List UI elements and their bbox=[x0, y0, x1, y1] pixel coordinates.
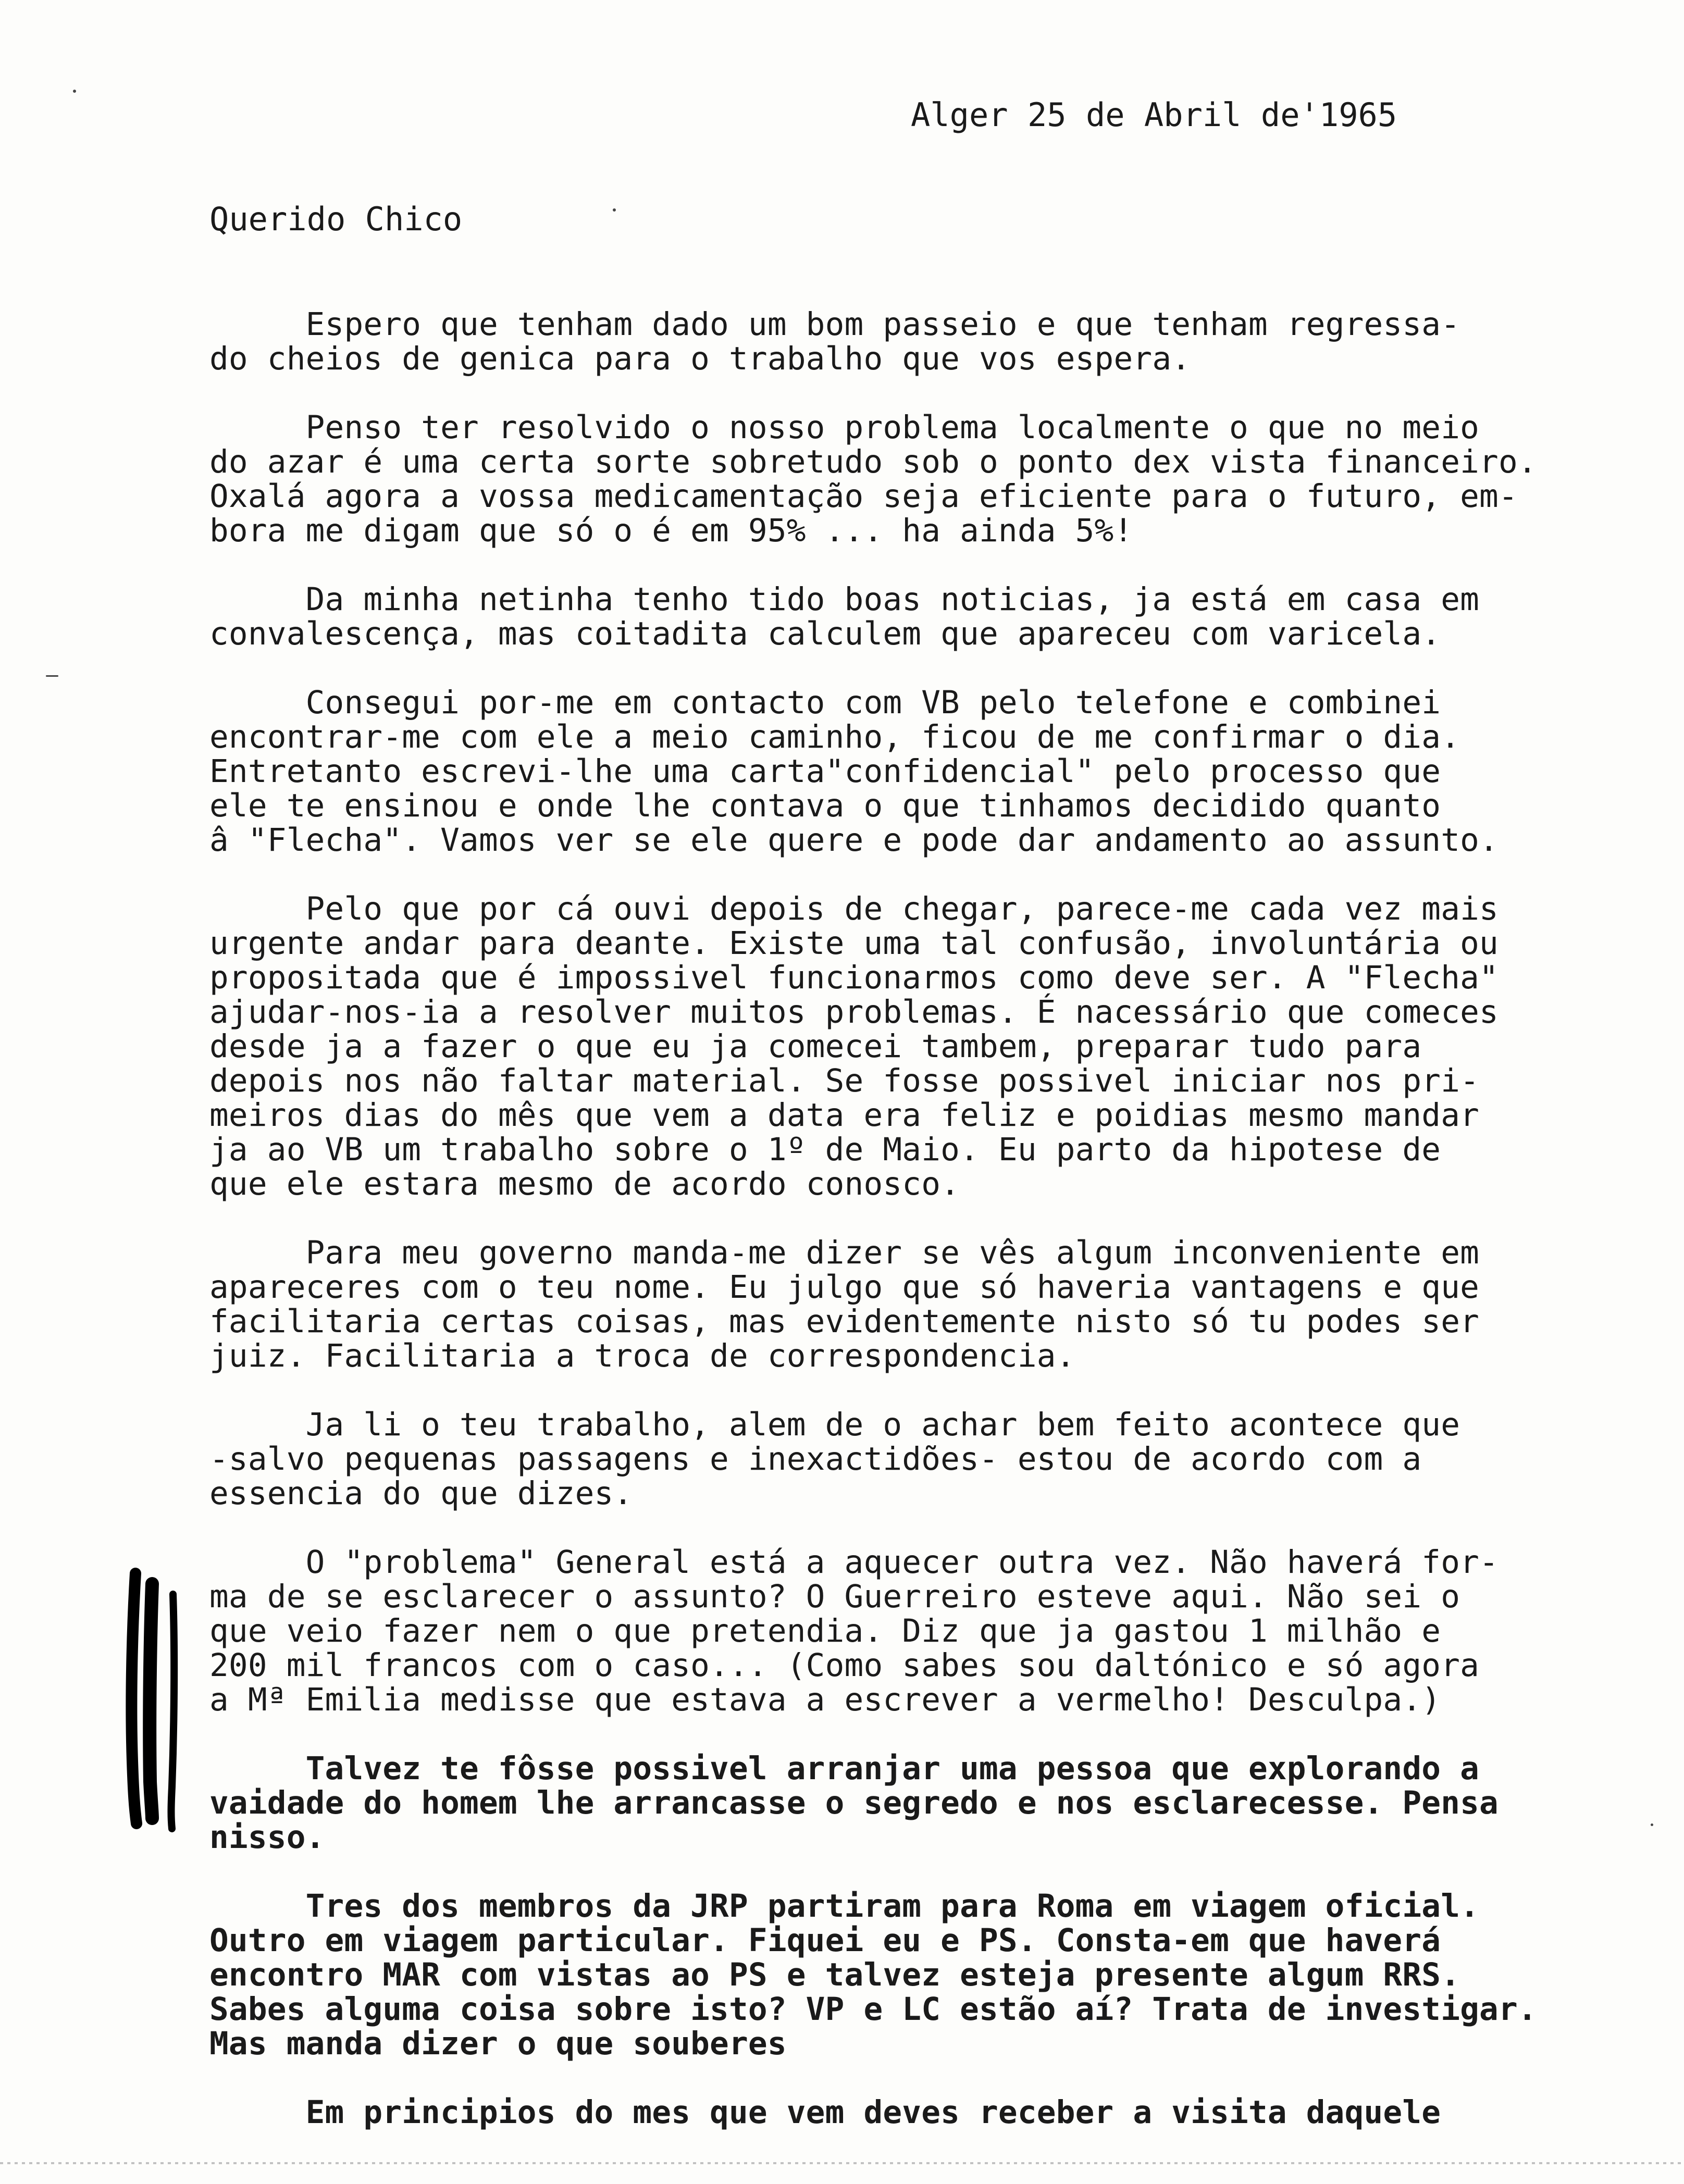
marker-stroke-left bbox=[131, 1573, 137, 1823]
letter-paragraph bbox=[209, 1545, 1648, 1717]
page-bottom-edge bbox=[0, 2162, 1684, 2164]
paper-speck bbox=[613, 208, 616, 212]
letter-line: desde ja a fazer o que eu ja comecei tambem, preparar tudo para bbox=[209, 1028, 1422, 1065]
letter-line: meiros dias do mês que vem a data era feliz e poidias mesmo mandar bbox=[209, 1097, 1480, 1134]
letter-line: O "problema" General está a aquecer outra vez. Não haverá for- bbox=[209, 1544, 1499, 1581]
marker-stroke-right bbox=[171, 1594, 175, 1829]
paper-speck bbox=[1651, 1823, 1653, 1826]
letter-body bbox=[209, 307, 1648, 2164]
letter-paragraph bbox=[209, 1889, 1648, 2061]
letter-paragraph bbox=[209, 686, 1648, 858]
letter-paragraph bbox=[209, 1236, 1648, 1373]
letter-line: Em principios do mes que vem deves receber a visita daquele bbox=[209, 2094, 1441, 2131]
letter-line: depois nos não faltar material. Se fosse possivel iniciar nos pri- bbox=[209, 1062, 1480, 1099]
letter-line: Consegui por-me em contacto com VB pelo telefone e combinei bbox=[209, 684, 1441, 721]
letter-line: que veio fazer nem o que pretendia. Diz que ja gastou 1 milhão e bbox=[209, 1612, 1441, 1649]
letter-line: bora me digam que só o é em 95% ... ha ainda 5%! bbox=[209, 512, 1133, 549]
letter-date: Alger 25 de Abril de'1965 bbox=[911, 96, 1397, 134]
letter-paragraph bbox=[209, 411, 1648, 548]
letter-line: vaidade do homem lhe arrancasse o segredo e nos esclarecesse. Pensa bbox=[209, 1784, 1499, 1821]
letter-line: encontrar-me com ele a meio caminho, ficou de me confirmar o dia. bbox=[209, 718, 1460, 755]
letter-line: Sabes alguma coisa sobre isto? VP e LC estão aí? Trata de investigar. bbox=[209, 1991, 1537, 2028]
letter-line: Penso ter resolvido o nosso problema localmente o que no meio bbox=[209, 409, 1480, 446]
letter-paragraph bbox=[209, 892, 1648, 1201]
letter-line: apareceres com o teu nome. Eu julgo que só haveria vantagens e que bbox=[209, 1269, 1480, 1306]
letter-line: 200 mil francos com o caso... (Como sabes sou daltónico e só agora bbox=[209, 1647, 1480, 1684]
letter-line: do cheios de genica para o trabalho que vos espera. bbox=[209, 340, 1191, 377]
letter-line: a Mª Emilia medisse que estava a escrever a vermelho! Desculpa.) bbox=[209, 1681, 1441, 1718]
letter-line: do azar é uma certa sorte sobretudo sob o ponto dex vista financeiro. bbox=[209, 443, 1537, 480]
letter-line: Tres dos membros da JRP partiram para Roma em viagem oficial. bbox=[209, 1888, 1480, 1925]
letter-line: Espero que tenham dado um bom passeio e que tenham regressa- bbox=[209, 306, 1460, 343]
letter-paragraph bbox=[209, 1752, 1648, 1855]
paper-speck bbox=[73, 90, 76, 93]
letter-line: Mas manda dizer o que souberes bbox=[209, 2025, 787, 2062]
letter-paragraph bbox=[209, 582, 1648, 651]
marker-stroke-middle bbox=[150, 1584, 152, 1818]
letter-line: encontro MAR com vistas ao PS e talvez esteja presente algum RRS. bbox=[209, 1956, 1460, 1993]
letter-line: Outro em viagem particular. Fiquei eu e PS. Consta-em que haverá bbox=[209, 1922, 1441, 1959]
letter-line: que ele estara mesmo de acordo conosco. bbox=[209, 1165, 960, 1202]
letter-line: propositada que é impossivel funcionarmos como deve ser. A "Flecha" bbox=[209, 959, 1499, 996]
letter-line: ele te ensinou e onde lhe contava o que tinhamos decidido quanto bbox=[209, 787, 1441, 824]
letter-line: ma de se esclarecer o assunto? O Guerreiro esteve aqui. Não sei o bbox=[209, 1578, 1460, 1615]
letter-paragraph bbox=[209, 2095, 1648, 2130]
letter-line: Ja li o teu trabalho, alem de o achar bem feito acontece que bbox=[209, 1406, 1460, 1443]
letter-line: Da minha netinha tenho tido boas noticias, ja está em casa em bbox=[209, 581, 1480, 618]
letter-line: â "Flecha". Vamos ver se ele quere e pode dar andamento ao assunto. bbox=[209, 822, 1499, 859]
letter-line: ajudar-nos-ia a resolver muitos problemas. É nacessário que comeces bbox=[209, 994, 1499, 1031]
letter-line: Entretanto escrevi-lhe uma carta"confidencial" pelo processo que bbox=[209, 753, 1441, 790]
letter-line: Para meu governo manda-me dizer se vês algum inconveniente em bbox=[209, 1234, 1480, 1271]
margin-marker-strokes bbox=[125, 1563, 208, 1834]
letter-line: -salvo pequenas passagens e inexactidões- estou de acordo com a bbox=[209, 1441, 1422, 1478]
letter-line: urgente andar para deante. Existe uma tal confusão, involuntária ou bbox=[209, 925, 1499, 962]
letter-line: Talvez te fôsse possivel arranjar uma pessoa que explorando a bbox=[209, 1750, 1480, 1787]
letter-line: essencia do que dizes. bbox=[209, 1475, 633, 1512]
letter-paragraph bbox=[209, 307, 1648, 376]
letter-line: Pelo que por cá ouvi depois de chegar, parece-me cada vez mais bbox=[209, 890, 1499, 927]
letter-paragraph bbox=[209, 1408, 1648, 1511]
paper-speck bbox=[46, 675, 58, 677]
letter-line: Oxalá agora a vossa medicamentação seja eficiente para o futuro, em- bbox=[209, 478, 1518, 515]
letter-line: nisso. bbox=[209, 1819, 325, 1856]
letter-salutation: Querido Chico bbox=[209, 200, 463, 238]
letter-line: convalescença, mas coitadita calculem que apareceu com varicela. bbox=[209, 615, 1441, 652]
letter-line: ja ao VB um trabalho sobre o 1º de Maio. Eu parto da hipotese de bbox=[209, 1131, 1441, 1168]
letter-line: juiz. Facilitaria a troca de correspondencia. bbox=[209, 1337, 1075, 1374]
letter-line: facilitaria certas coisas, mas evidentemente nisto só tu podes ser bbox=[209, 1303, 1480, 1340]
